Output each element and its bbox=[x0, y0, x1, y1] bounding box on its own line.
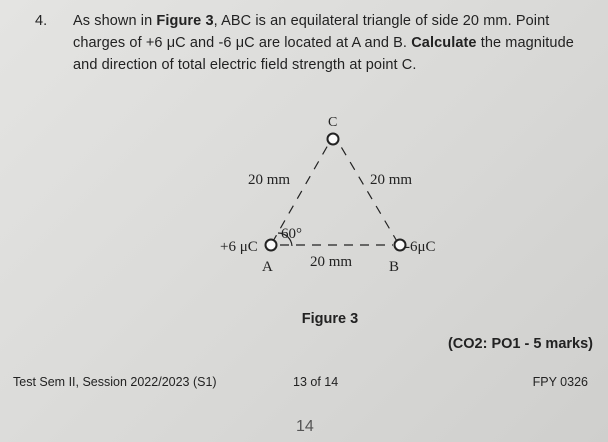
question-number: 4. bbox=[35, 13, 48, 29]
side-bc-dashed bbox=[340, 145, 398, 243]
footer-page-count: 13 of 14 bbox=[293, 375, 339, 389]
question-text-part-1: As shown in bbox=[73, 13, 157, 29]
charge-c-point bbox=[328, 134, 339, 145]
footer-course-code: FPY 0326 bbox=[532, 375, 588, 389]
label-b: B bbox=[389, 259, 400, 275]
question-text-part-3: the magnitude and direction of total electric field strength at point C. bbox=[73, 35, 574, 73]
figure-caption: Figure 3 bbox=[301, 311, 359, 327]
label-angle: 60° bbox=[281, 226, 302, 242]
marks-allocation: (CO2: PO1 - 5 marks) bbox=[447, 336, 593, 352]
label-c: C bbox=[328, 115, 338, 130]
page-number: 14 bbox=[296, 418, 314, 435]
label-charge-a: +6 μC bbox=[220, 239, 258, 255]
label-bc-length: 20 mm bbox=[370, 172, 413, 188]
label-ac-length: 20 mm bbox=[248, 172, 291, 188]
charge-a-circle bbox=[266, 240, 277, 251]
charge-b-circle bbox=[395, 240, 406, 251]
question-text-part-2: , ABC is an equilateral triangle of side 20 mm. Point charges of +6 μC and -6 μC are located at A and B. bbox=[73, 13, 550, 51]
question-action-word: Calculate bbox=[411, 35, 477, 51]
label-a: A bbox=[262, 259, 273, 275]
figure-reference: Figure 3 bbox=[156, 13, 214, 29]
label-ab-length: 20 mm bbox=[310, 254, 353, 270]
label-charge-b: -6μC bbox=[405, 239, 436, 255]
footer-session: Test Sem II, Session 2022/2023 (S1) bbox=[13, 375, 217, 389]
